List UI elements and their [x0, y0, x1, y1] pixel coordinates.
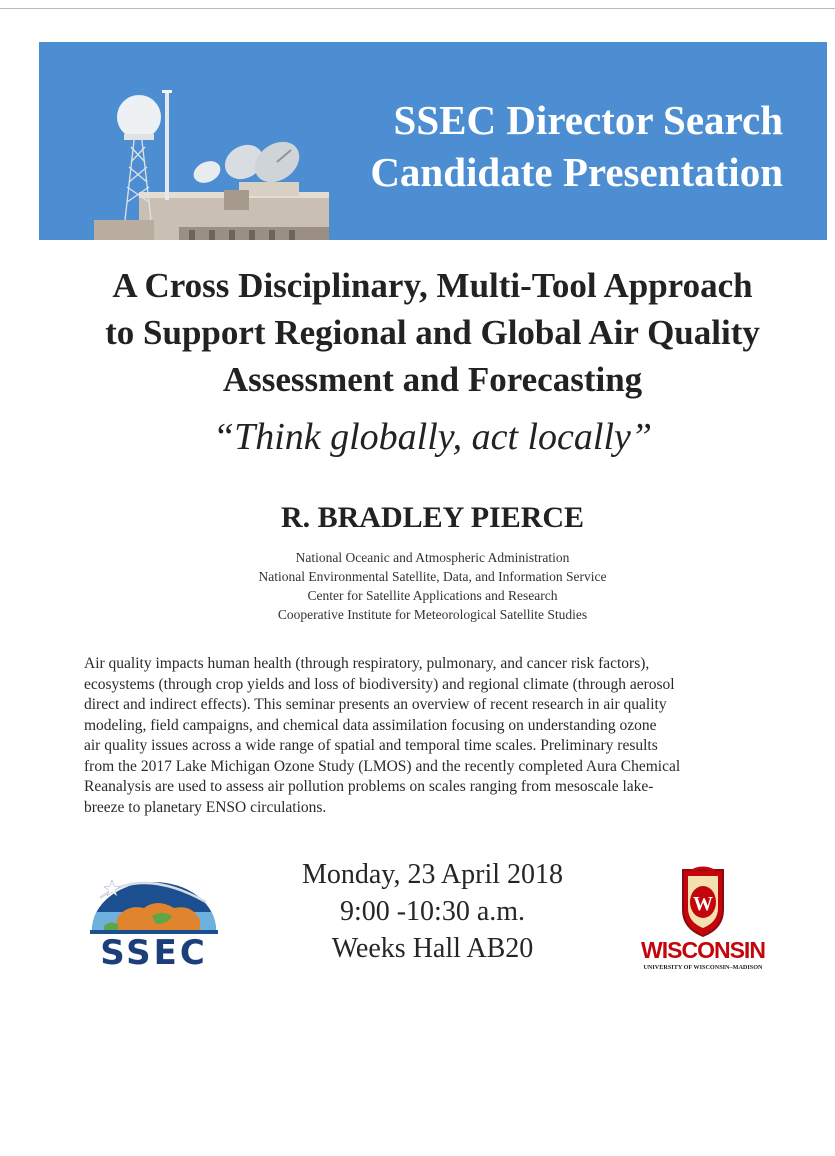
- talk-title-line-2: to Support Regional and Global Air Quality: [105, 313, 760, 352]
- rooftop-antennas-illustration: [39, 42, 339, 240]
- event-date: Monday, 23 April 2018: [301, 859, 564, 890]
- speaker-name: R. BRADLEY PIERCE: [280, 501, 585, 534]
- event-details: [260, 856, 605, 967]
- uw-madison-logo: [628, 862, 778, 974]
- talk-tagline: “Think globally, act locally”: [212, 416, 653, 458]
- uw-wordmark: WISCONSIN: [641, 937, 765, 963]
- talk-title-line-1: A Cross Disciplinary, Multi-Tool Approach: [112, 266, 753, 305]
- banner-title-line-1: SSEC Director Search: [393, 97, 783, 143]
- affiliation-line: Cooperative Institute for Meteorological Satellite Studies: [277, 607, 588, 622]
- abstract-line: direct and indirect effects). This seminar presents an overview of recent research in air quality: [84, 696, 667, 713]
- talk-title-line-3: Assessment and Forecasting: [222, 360, 643, 399]
- abstract-line: air quality issues across a wide range of spatial and temporal time scales. Preliminary results: [84, 737, 658, 754]
- affiliation-line: National Oceanic and Atmospheric Administration: [295, 550, 570, 565]
- uw-crest-letter: W: [693, 893, 713, 915]
- abstract-line: modeling, field campaigns, and chemical data assimilation focusing on understanding ozone: [84, 716, 657, 734]
- talk-title: [0, 262, 835, 403]
- uw-crest-icon: [683, 868, 723, 936]
- abstract-line: Reanalysis are used to assess air pollution problems on scales ranging from mesoscale lake-: [84, 778, 654, 795]
- banner-title-line-2: Candidate Presentation: [370, 149, 783, 195]
- affiliation-line: Center for Satellite Applications and Research: [307, 588, 558, 603]
- speaker-affiliations: [0, 548, 835, 624]
- abstract-line: from the 2017 Lake Michigan Ozone Study (LMOS) and the recently completed Aura Chemical: [84, 757, 681, 775]
- event-time: 9:00 -10:30 a.m.: [339, 896, 526, 927]
- abstract-paragraph: [84, 654, 804, 818]
- abstract-line: Air quality impacts human health (through respiratory, pulmonary, and cancer risk factors),: [84, 655, 650, 672]
- ssec-logo-text: SSEC: [100, 933, 208, 968]
- banner-title: [370, 94, 783, 198]
- scan-edge-line: [0, 8, 835, 9]
- abstract-line: ecosystems (through crop yields and loss of biodiversity) and regional climate (through aerosol: [84, 675, 675, 693]
- uw-subtitle: UNIVERSITY OF WISCONSIN–MADISON: [643, 964, 763, 971]
- header-banner: [39, 42, 827, 240]
- event-location: Weeks Hall AB20: [331, 933, 534, 964]
- affiliation-line: National Environmental Satellite, Data, and Information Service: [258, 569, 607, 584]
- ssec-logo: [82, 868, 227, 968]
- abstract-line: breeze to planetary ENSO circulations.: [84, 798, 327, 816]
